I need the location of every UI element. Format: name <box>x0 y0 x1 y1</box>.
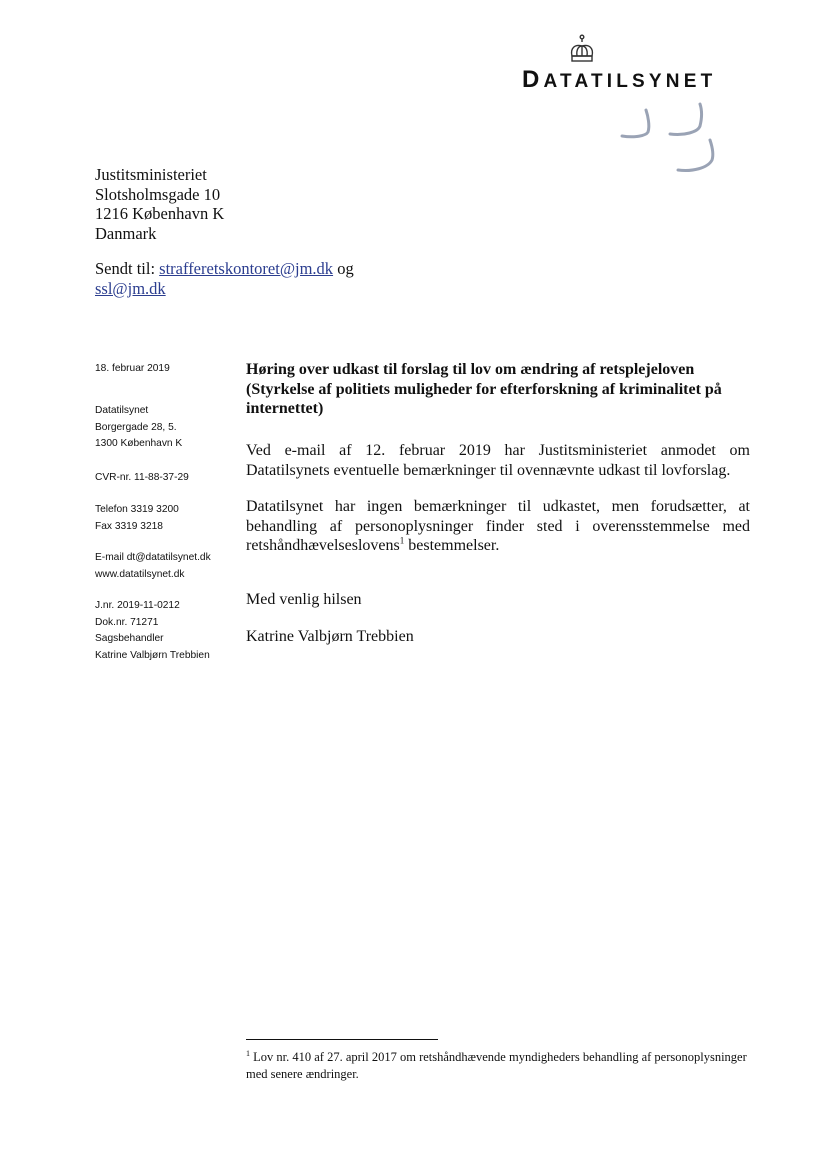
footnote-reference: 1 <box>399 535 405 546</box>
sender-city: 1300 København K <box>95 438 183 449</box>
body-paragraph-2 <box>246 497 750 556</box>
footnote <box>246 1049 750 1083</box>
recipient-line: 1216 København K <box>95 204 225 223</box>
email-link-strafferetskontoret[interactable]: strafferetskontoret@jm.dk <box>159 259 334 278</box>
logo-wordmark <box>522 66 738 94</box>
journal-number: J.nr. 2019-11-0212 <box>95 600 180 611</box>
contact-website: www.datatilsynet.dk <box>95 568 185 580</box>
sender-org: Datatilsynet <box>95 405 149 416</box>
letter-subject: Høring over udkast til forslag til lov om ændring af retsplejeloven (Styrkelse af politiets muligheder for efterforskning af kriminalitet på internettet) <box>246 361 722 417</box>
body-paragraph-1: Ved e-mail af 12. februar 2019 har Justitsministeriet anmodet om Datatilsynets eventuelle bemærkninger til ovennævnte udkast til lovforslag. <box>246 442 750 479</box>
sent-to-line <box>95 259 395 299</box>
email-link-ssl[interactable]: ssl@jm.dk <box>95 279 166 298</box>
paragraph-2-end: bestemmelser. <box>404 537 500 554</box>
sent-to-label: Sendt til: <box>95 259 156 278</box>
caseworker-name: Katrine Valbjørn Trebbien <box>95 649 210 661</box>
logo-rest: ATATILSYNET <box>543 71 717 92</box>
logo-initial: D <box>522 66 544 93</box>
received-stamp-mark <box>612 100 732 180</box>
contact-email: E-mail dt@datatilsynet.dk <box>95 552 211 563</box>
caseworker-label: Sagsbehandler <box>95 633 164 644</box>
letter-date: 18. februar 2019 <box>95 363 170 374</box>
closing-greeting: Med venlig hilsen <box>246 591 362 608</box>
case-block <box>95 598 235 664</box>
sender-address <box>95 403 235 453</box>
recipient-line: Danmark <box>95 223 157 243</box>
sent-to-connector: og <box>337 259 354 278</box>
phone-number: Telefon 3319 3200 <box>95 504 179 515</box>
contact-block <box>95 550 235 583</box>
phone-block <box>95 502 235 535</box>
crown-logo-icon <box>566 34 598 64</box>
recipient-line: Slotsholmsgade 10 <box>95 184 221 204</box>
footnote-text: Lov nr. 410 af 27. april 2017 om retshåndhævende myndigheders behandling af personoplysninger med senere ændringer. <box>246 1050 747 1081</box>
footnote-divider <box>246 1039 438 1040</box>
sender-street: Borgergade 28, 5. <box>95 421 177 433</box>
paragraph-2-text: Datatilsynet har ingen bemærkninger til udkastet, men forudsætter, at behandling af personoplysninger finder sted i overensstemmelse med retshåndhævelseslovens <box>246 498 750 554</box>
recipient-address <box>95 165 224 243</box>
footnote-marker: 1 <box>246 1048 250 1058</box>
fax-number: Fax 3319 3218 <box>95 520 163 532</box>
signature-name: Katrine Valbjørn Trebbien <box>246 628 414 645</box>
document-number: Dok.nr. 71271 <box>95 616 159 628</box>
cvr-number: CVR-nr. 11-88-37-29 <box>95 472 189 483</box>
recipient-line: Justitsministeriet <box>95 165 207 184</box>
